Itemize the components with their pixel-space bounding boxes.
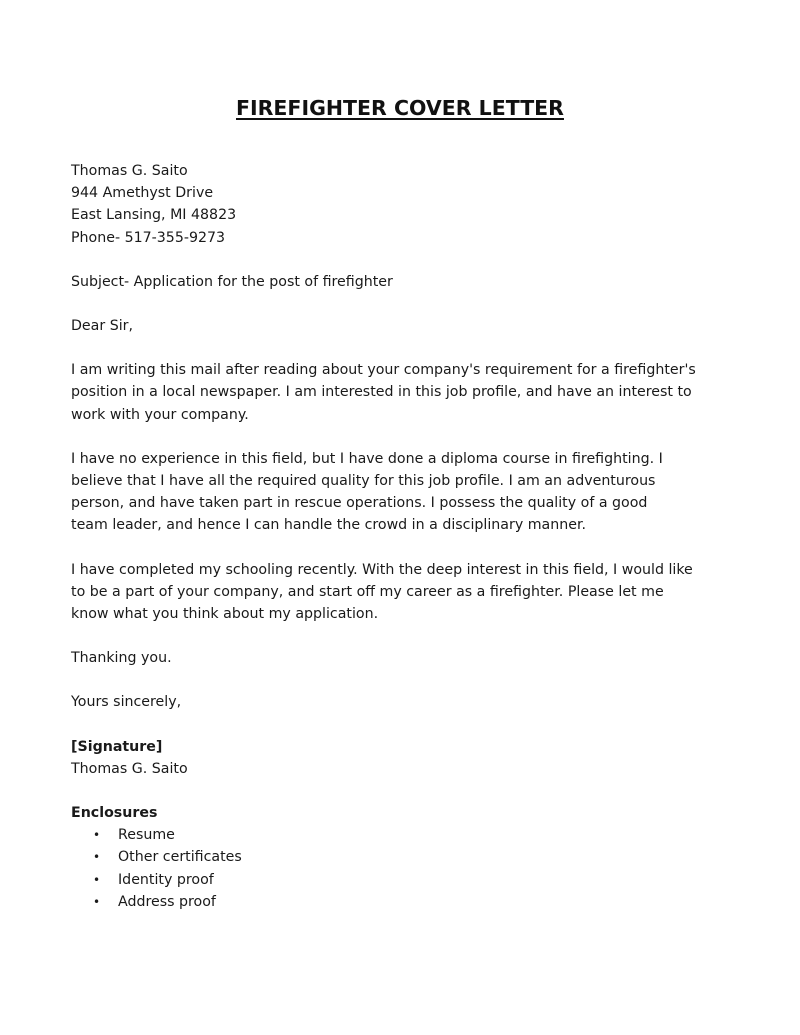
sender-address [71, 160, 741, 249]
paragraph-3 [71, 559, 741, 626]
signature-placeholder: [Signature] [71, 738, 163, 755]
list-item-label: Other certificates [118, 849, 242, 866]
enclosures-heading: Enclosures [71, 805, 158, 822]
paragraph-line: I am writing this mail after reading about your company's requirement for a firefighter's [71, 362, 696, 379]
sender-name: Thomas G. Saito [71, 163, 188, 179]
paragraph-1 [71, 359, 741, 426]
page-title: FIREFIGHTER COVER LETTER [236, 96, 564, 120]
signature-name: Thomas G. Saito [71, 760, 188, 777]
paragraph-line: to be a part of your company, and start off my career as a firefighter. Please let me [71, 583, 664, 600]
paragraph-line: believe that I have all the required quality for this job profile. I am an adventurous [71, 473, 656, 490]
paragraph-line: position in a local newspaper. I am interested in this job profile, and have an interest to [71, 384, 692, 401]
paragraph-line: I have no experience in this field, but I have done a diploma course in firefighting. I [71, 450, 663, 467]
enclosures-list [71, 824, 741, 913]
list-item [71, 824, 741, 846]
sender-street: 944 Amethyst Drive [71, 185, 214, 202]
thanks-line: Thanking you. [71, 650, 172, 667]
bullet-icon: • [93, 828, 101, 843]
letter-body [71, 160, 741, 913]
paragraph-line: work with your company. [71, 406, 249, 423]
subject-line: Subject- Application for the post of firefighter [71, 273, 393, 290]
list-item [71, 869, 741, 891]
paragraph-line: know what you think about my application. [71, 606, 379, 623]
list-item-label: Address proof [118, 893, 216, 910]
bullet-icon: • [93, 850, 101, 865]
list-item-label: Resume [118, 827, 175, 844]
salutation: Dear Sir, [71, 318, 133, 335]
paragraph-line: I have completed my schooling recently. With the deep interest in this field, I would like [71, 561, 693, 578]
paragraph-2 [71, 448, 741, 537]
paragraph-line: team leader, and hence I can handle the crowd in a disciplinary manner. [71, 517, 586, 534]
bullet-icon: • [93, 894, 101, 909]
list-item [71, 891, 741, 913]
sender-phone: Phone- 517-355-9273 [71, 229, 226, 246]
sender-city: East Lansing, MI 48823 [71, 207, 237, 224]
paragraph-line: person, and have taken part in rescue operations. I possess the quality of a good [71, 495, 648, 512]
list-item [71, 846, 741, 868]
closing-line: Yours sincerely, [71, 694, 182, 711]
list-item-label: Identity proof [118, 871, 214, 888]
bullet-icon: • [93, 872, 101, 887]
